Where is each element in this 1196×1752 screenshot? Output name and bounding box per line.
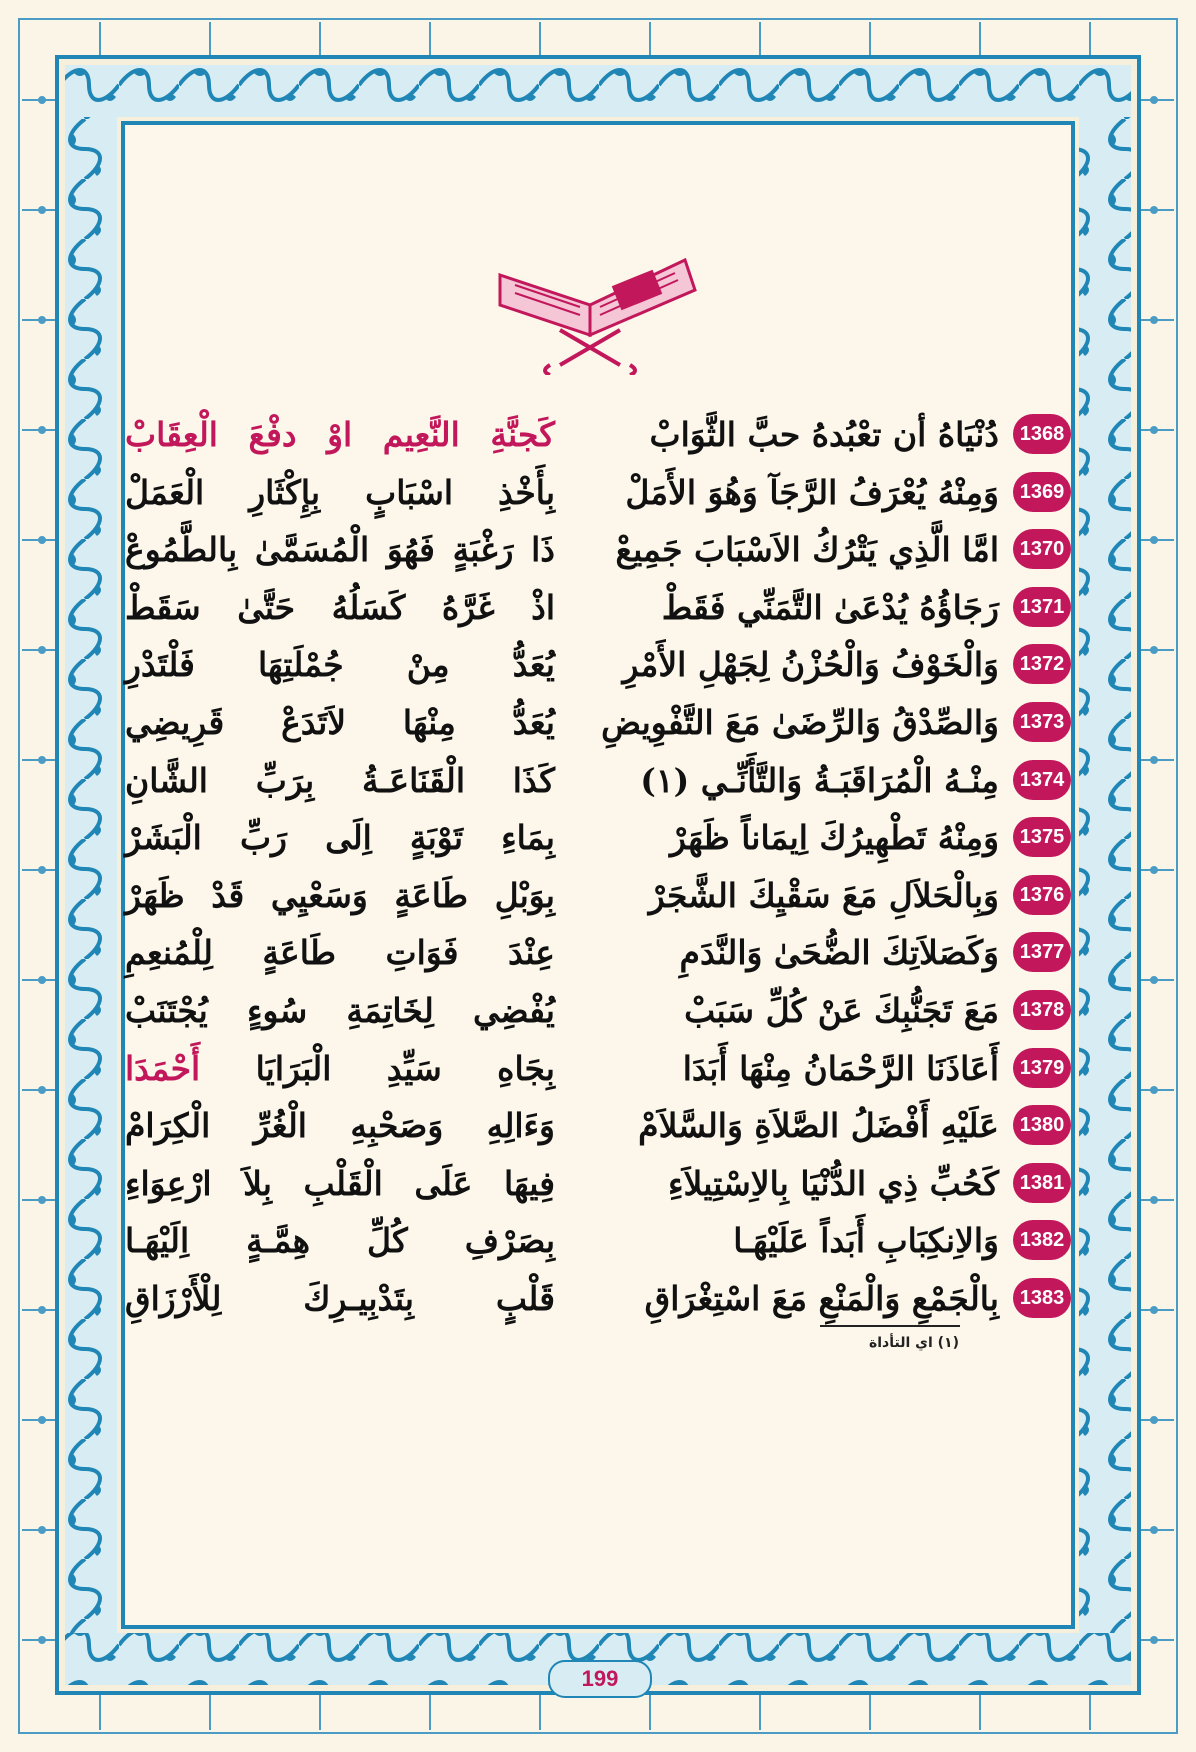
quran-stand-emblem	[480, 235, 710, 375]
verse-row	[125, 928, 1071, 982]
verse-first-hemistich: أَعَاذَنَا الرَّحْمَانُ مِنْهَا أَبَدَا	[682, 1048, 999, 1088]
page-number: 199	[548, 1660, 652, 1698]
verse-second-hemistich: كَجنَّةِ النَّعِيم اوْ دفْعَ الْعِقَابْ	[125, 415, 555, 454]
verse-second-hemistich: ذَا رَغْبَةٍ فَهُوَ الْمُسَمَّىٰ بِالطَّمُوعْ	[125, 530, 555, 570]
verse-second-hemistich: قَلْبٍ بِتَدْبِيـرِكَ لِلْأَرْزَاقِ	[125, 1279, 555, 1318]
verse-row	[125, 468, 1071, 522]
verse-row	[125, 813, 1071, 867]
verse-number-badge: 1376	[1013, 875, 1071, 915]
verse-first-hemistich: امَّا الَّذِي يَتْرُكُ الاَسْبَابَ جَمِيعْ	[615, 530, 999, 570]
verse-second-text: بِجَاهِ سَيِّدِ الْبَرَايَا	[255, 1048, 555, 1088]
verse-row	[125, 410, 1071, 464]
verse-number-badge: 1368	[1013, 414, 1071, 454]
verse-row	[125, 1274, 1071, 1328]
verse-second-hemistich: بِصَرْفِ كُلِّ هِمَّـةٍ اِلَيْهَـا	[125, 1221, 555, 1261]
verse-first-hemistich: وَبِالْحَلاَلِ مَعَ سَقْيِكَ الشَّجَرْ	[648, 875, 999, 915]
verse-first-hemistich: وَمِنْهُ تَطْهِيرُكَ اِيمَاناً ظَهَرْ	[670, 818, 999, 858]
verse-second-hemistich: فِيهَا عَلَى الْقَلْبِ بِلاَ ارْعِوَاءِ	[125, 1163, 555, 1203]
verse-row	[125, 1216, 1071, 1270]
verse-number-badge: 1373	[1013, 702, 1071, 742]
verse-number-badge: 1377	[1013, 932, 1071, 972]
verse-row	[125, 583, 1071, 637]
verse-first-hemistich: وَالصِّدْقُ وَالرِّضَىٰ مَعَ التَّفْوِيضِ	[601, 703, 999, 742]
verse-number-badge: 1379	[1013, 1048, 1071, 1088]
verse-row	[125, 525, 1071, 579]
verse-row	[125, 1101, 1071, 1155]
verse-highlight-word: أَحْمَدَا	[125, 1048, 201, 1088]
verse-number-badge: 1383	[1013, 1278, 1071, 1318]
verse-number-badge: 1369	[1013, 472, 1071, 512]
verse-second-hemistich: وَءَالِهِ وَصَحْبِهِ الْغُرِّ الْكِرَامْ	[125, 1106, 555, 1146]
verse-second-hemistich: بِوَبْلِ طَاعَةٍ وَسَعْيِي قَدْ ظَهَرْ	[125, 875, 555, 915]
verse-number-badge: 1380	[1013, 1105, 1071, 1145]
verse-row	[125, 698, 1071, 752]
verse-second-hemistich: عِنْدَ فَوَاتِ طَاعَةٍ لِلْمُنعِمِ	[125, 933, 555, 973]
verse-number-badge: 1375	[1013, 817, 1071, 857]
verse-second-hemistich: يُعَدُّ مِنْهَا لاَتَدَعْ قَرِيضِي	[125, 703, 555, 742]
verse-number-badge: 1382	[1013, 1220, 1071, 1260]
verse-second-hemistich: بِأَخْذِ اسْبَابٍ بِإِكْثَارِ الْعَمَلْ	[125, 472, 555, 512]
verse-first-hemistich: مِنْـهُ الْمُرَاقَبَـةُ وَالتَّأَنِّـي (١)	[640, 760, 999, 800]
verse-second-hemistich: اذْ غَرَّهُ كَسَلُهُ حَتَّىٰ سَقَطْ	[125, 587, 555, 627]
verse-second-hemistich: بِمَاءِ تَوْبَةٍ اِلَى رَبِّ الْبَشَرْ	[125, 818, 555, 858]
footnote: (١) اي التأداة	[868, 1335, 959, 1351]
verse-first-hemistich: دُنْيَاهُ أن تعْبُدهُ حبَّ الثَّوَابْ	[649, 415, 999, 454]
verse-first-hemistich: وَالاِنكِبَابِ أَبَداً عَلَيْهَـا	[733, 1221, 999, 1261]
verse-first-hemistich: رَجَاؤُهُ يُدْعَىٰ التَّمَنِّي فَقَطْ	[661, 587, 999, 627]
footnote-divider	[820, 1325, 960, 1327]
verse-first-hemistich: عَلَيْهِ أَفْضَلُ الصَّلاَةِ وَالسَّلاَمْ	[638, 1106, 999, 1146]
verse-row	[125, 1159, 1071, 1213]
verse-number-badge: 1372	[1013, 644, 1071, 684]
verse-first-hemistich: وَالْخَوْفُ وَالْحُزْنُ لِجَهْلِ الأَمْرِ	[622, 645, 999, 685]
verse-first-hemistich: وَمِنْهُ يُعْرَفُ الرَّجَآ وَهُوَ الأَمَلْ	[625, 472, 999, 512]
verse-row	[125, 640, 1071, 694]
verse-first-hemistich: كَحُبِّ ذِي الدُّنْيَا بِالاِسْتِيلاَءِ	[668, 1163, 999, 1203]
verse-second-hemistich: يُفْضِي لِخَاتِمَةِ سُوءٍ يُجْتَنَبْ	[125, 991, 555, 1030]
verse-number-badge: 1374	[1013, 760, 1071, 800]
verse-number-badge: 1371	[1013, 587, 1071, 627]
page-content	[125, 125, 1071, 1625]
verse-first-hemistich: بِالْجَمْعِ وَالْمَنْعِ مَعَ اسْتِغْرَاقِ	[644, 1279, 999, 1318]
verse-second-hemistich: كَذَا الْقَنَاعَـةُ بِرَبِّ الشَّانِ	[125, 760, 555, 800]
verse-number-badge: 1381	[1013, 1163, 1071, 1203]
verse-number-badge: 1370	[1013, 529, 1071, 569]
verse-second-hemistich: يُعَدُّ مِنْ جُمْلَتِهَا فَلْتَدْرِ	[125, 645, 555, 685]
verse-row	[125, 871, 1071, 925]
verse-number-badge: 1378	[1013, 990, 1071, 1030]
verse-second-hemistich	[125, 1044, 555, 1094]
verse-row	[125, 986, 1071, 1040]
verse-row	[125, 1044, 1071, 1098]
verse-first-hemistich: مَعَ تَجَنُّبِكَ عَنْ كُلِّ سَبَبْ	[684, 991, 999, 1030]
verse-row	[125, 756, 1071, 810]
verse-first-hemistich: وَكَصَلاَتِكَ الضُّحَىٰ وَالنَّدَمِ	[679, 933, 999, 973]
